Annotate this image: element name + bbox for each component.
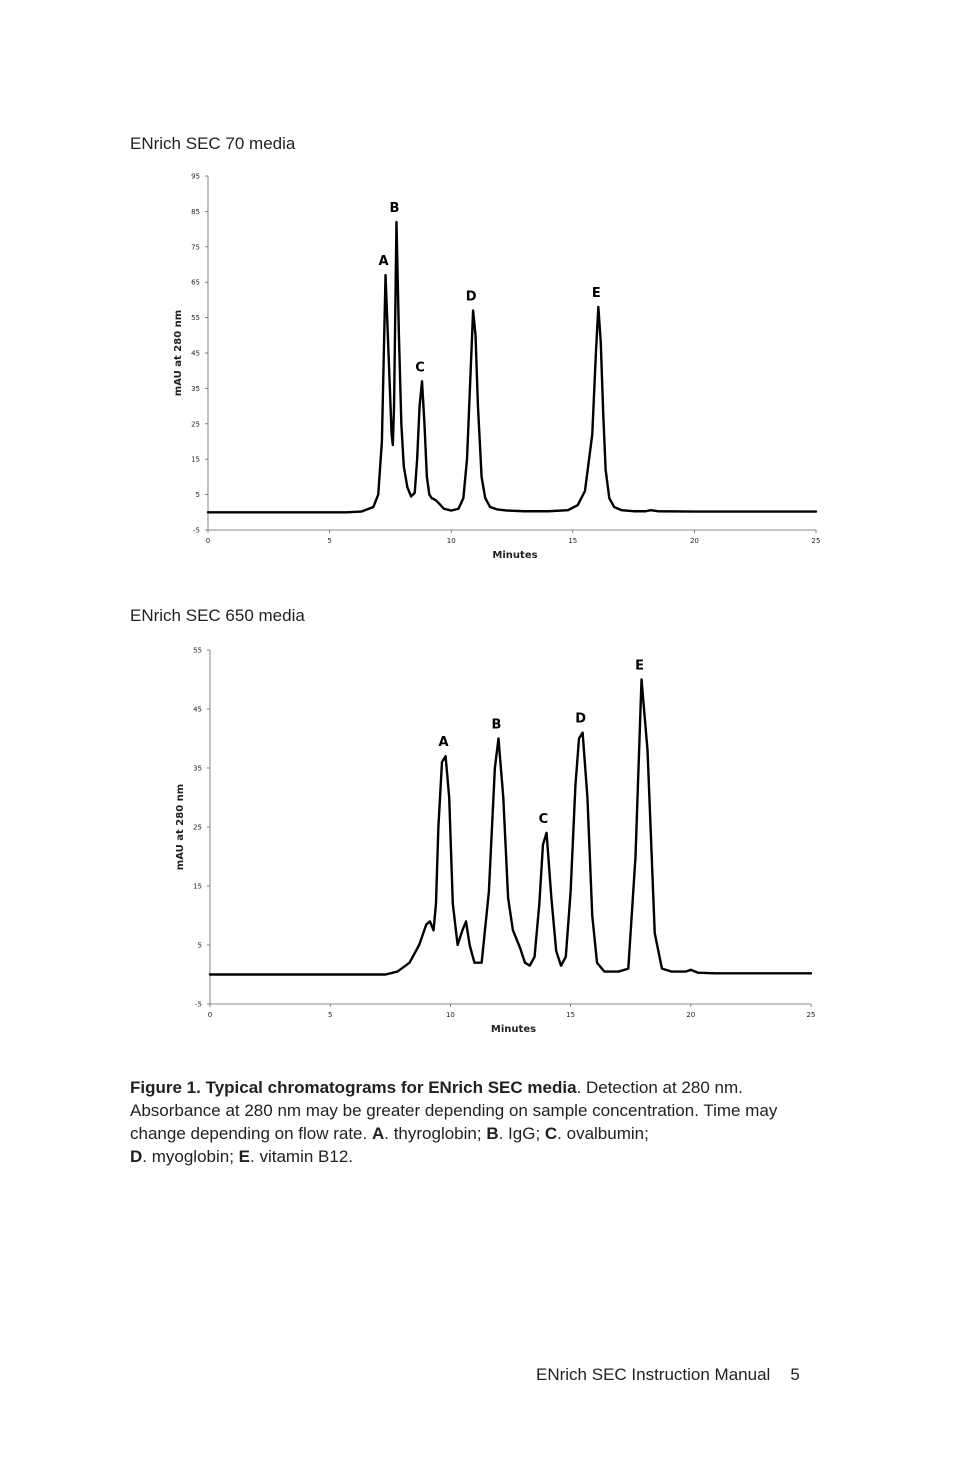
peak-label-d: D — [575, 711, 587, 727]
y-tick-label: 75 — [191, 243, 200, 252]
y-tick-label: 85 — [191, 207, 200, 216]
x-tick-label: 25 — [811, 537, 821, 545]
figure-caption — [130, 1076, 830, 1168]
x-tick-label: 5 — [327, 537, 332, 545]
x-tick-label: 25 — [806, 1011, 816, 1019]
y-tick-label: 25 — [193, 823, 202, 832]
peak-label-b: B — [491, 717, 502, 733]
caption-text-a: . thyroglobin; — [384, 1124, 487, 1143]
page-number: 5 — [790, 1365, 800, 1384]
caption-key-c: C — [544, 1124, 558, 1143]
peak-label-c: C — [415, 360, 425, 376]
caption-text-c: . ovalbumin; — [557, 1124, 649, 1143]
peak-label-a: A — [438, 735, 449, 751]
x-tick-label: 15 — [566, 1011, 576, 1019]
x-tick-label: 20 — [689, 537, 699, 545]
chart-1-title: ENrich SEC 70 media — [130, 134, 296, 153]
x-axis-title: Minutes — [490, 1024, 537, 1035]
x-tick-label: 20 — [686, 1011, 696, 1019]
y-tick-label: -5 — [193, 526, 200, 535]
chart-sec70 — [0, 165, 860, 570]
series-line-absorbance — [210, 680, 811, 975]
y-tick-label: 45 — [191, 349, 200, 358]
caption-key-a: A — [371, 1124, 385, 1143]
caption-key-e: E — [238, 1147, 251, 1166]
y-axis-title: mAU at 280 nm — [173, 309, 184, 397]
x-tick-label: 0 — [207, 1011, 213, 1019]
y-tick-label: 25 — [191, 420, 200, 429]
peak-label-b: B — [389, 201, 400, 217]
peak-label-e: E — [635, 658, 644, 674]
series-line-absorbance — [208, 222, 816, 512]
caption-title: Figure 1. Typical chromatograms for ENrich SEC media — [130, 1078, 577, 1097]
y-tick-label: 65 — [191, 278, 200, 287]
y-tick-label: 15 — [191, 455, 200, 464]
y-tick-label: 5 — [197, 941, 202, 950]
peak-label-e: E — [591, 285, 601, 301]
y-tick-label: 95 — [191, 172, 200, 181]
y-tick-label: 55 — [191, 314, 200, 323]
chart-sec650 — [0, 640, 860, 1040]
peak-label-a: A — [378, 254, 389, 270]
y-tick-label: 35 — [191, 384, 200, 393]
y-tick-label: 45 — [193, 705, 202, 714]
caption-key-d: D — [130, 1147, 143, 1166]
caption-text-e: . vitamin B12. — [250, 1147, 354, 1166]
x-axis-title: Minutes — [492, 550, 538, 561]
page-footer — [536, 1365, 800, 1385]
y-tick-label: -5 — [195, 1000, 202, 1009]
caption-text-b: . IgG; — [498, 1124, 545, 1143]
caption-key-b: B — [486, 1124, 499, 1143]
y-tick-label: 15 — [193, 882, 202, 891]
y-tick-label: 35 — [193, 764, 202, 773]
footer-manual-title: ENrich SEC Instruction Manual — [536, 1365, 771, 1384]
y-tick-label: 55 — [193, 646, 202, 655]
y-axis-title: mAU at 280 nm — [175, 783, 186, 871]
chart-2-title: ENrich SEC 650 media — [130, 606, 305, 625]
peak-label-c: C — [538, 811, 549, 827]
x-tick-label: 10 — [446, 537, 456, 545]
peak-label-d: D — [465, 289, 477, 305]
x-tick-label: 0 — [205, 537, 211, 545]
caption-text-d: . myoglobin; — [142, 1147, 239, 1166]
x-tick-label: 15 — [568, 537, 578, 545]
caption-text: . Detection at 280 nm. Absorbance at 280 nm may be greater depending on sample concentration. Time may change depending on flow rate. — [130, 1078, 778, 1143]
x-tick-label: 10 — [445, 1011, 455, 1019]
y-tick-label: 5 — [195, 491, 200, 500]
x-tick-label: 5 — [327, 1011, 333, 1019]
